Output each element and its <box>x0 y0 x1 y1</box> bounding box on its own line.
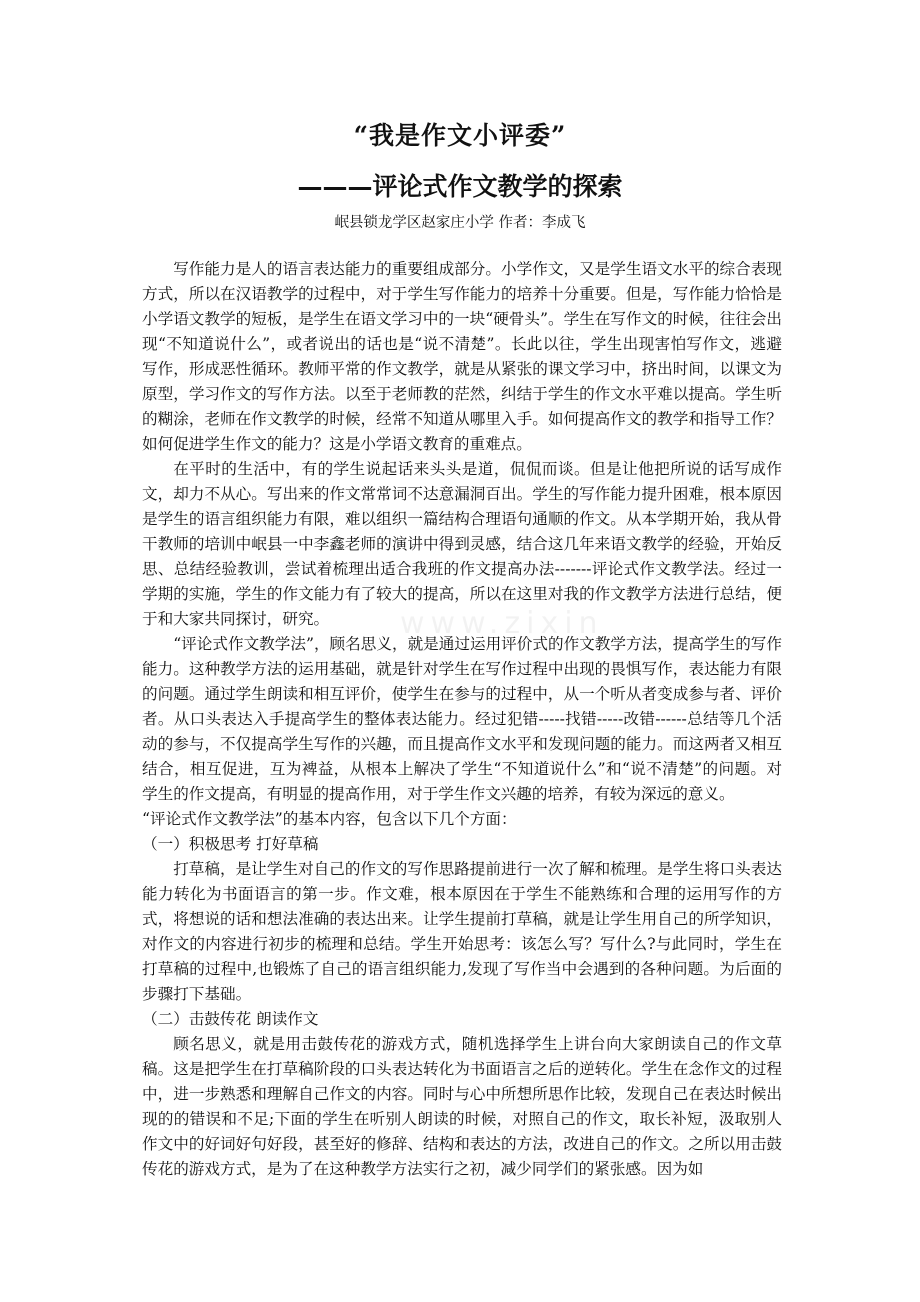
author-line: 岷县锁龙学区赵家庄小学 作者：李成飞 <box>334 215 586 231</box>
paragraph-intro: 写作能力是人的语言表达能力的重要组成部分。小学作文，又是学生语文水平的综合表现方式，所以在汉语教学的过程中，对于学生写作能力的培养十分重要。但是，写作能力恰恰是小学语文教学的短板，是学生在语文学习中的一块“硬骨头”。学生在写作文的时候，往往会出现“不知道说什么”，或者说出的话也是“说不清楚”。长此以往，学生出现害怕写作文，逃避写作，形成恶性循环。教师平常的作文教学，就是从紧张的课文学习中，挤出时间，以课文为原型，学习作文的写作方法。以至于老师教的茫然，纠结于学生的作文水平难以提高。学生听的糊涂，老师在作文教学的时候，经常不知道从哪里入手。如何提高作文的教学和指导工作？如何促进学生作文的能力？这是小学语文教育的重难点。 <box>142 260 782 453</box>
document-body <box>142 257 782 1182</box>
document-subtitle: ———评论式作文教学的探索 <box>297 172 623 201</box>
document-title: “我是作文小评委” <box>353 121 567 150</box>
paragraph-section-1: 打草稿，是让学生对自己的作文的写作思路提前进行一次了解和梳理。是学生将口头表达能力转化为书面语言的第一步。作文难，根本原因在于学生不能熟练和合理的运用写作的方式，将想说的话和想法准确的表达出来。让学生提前打草稿，就是让学生用自己的所学知识，对作文的内容进行初步的梳理和总结。学生开始思考：该怎么写？写什么?与此同时，学生在打草稿的过程中,也锻炼了自己的语言组织能力,发现了写作当中会遇到的各种问题。为后面的步骤打下基础。 <box>142 860 782 1003</box>
section-heading-1: （一）积极思考 打好草稿 <box>142 835 319 853</box>
section-heading-2: （二）击鼓传花 朗读作文 <box>142 1010 319 1028</box>
paragraph-method-definition: “评论式作文教学法”，顾名思义，就是通过运用评价式的作文教学方法，提高学生的写作能力。这种教学方法的运用基础，就是针对学生在写作过程中出现的畏惧写作，表达能力有限的问题。通过学生朗读和相互评价，使学生在参与的过程中，从一个听从者变成参与者、评价者。从口头表达入手提高学生的整体表达能力。经过犯错-----找错-----改错------总结等几个活动的参与，不仅提高学生写作的兴趣，而且提高作文水平和发现问题的能力。而这两者又相互结合，相互促进，互为裨益，从根本上解决了学生“不知道说什么”和“说不清楚”的问题。对学生的作文提高，有明显的提高作用，对于学生作文兴趣的培养，有较为深远的意义。 <box>142 635 782 803</box>
paragraph-background: 在平时的生活中，有的学生说起话来头头是道，侃侃而谈。但是让他把所说的话写成作文，却力不从心。写出来的作文常常词不达意漏洞百出。学生的写作能力提升困难，根本原因是学生的语言组织能力有限，难以组织一篇结构合理语句通顺的作文。从本学期开始，我从骨干教师的培训中岷县一中李鑫老师的演讲中得到灵感，结合这几年来语文教学的经验，开始反思、总结经验教训，尝试着梳理出适合我班的作文提高办法-------评论式作文教学法。经过一学期的实施，学生的作文能力有了较大的提高，所以在这里对我的作文教学方法进行总结，便于和大家共同探讨，研究。 <box>142 460 782 628</box>
paragraph-content-intro: “评论式作文教学法”的基本内容，包含以下几个方面： <box>142 810 517 828</box>
watermark: www.zixin <box>400 606 604 641</box>
paragraph-section-2: 顾名思义，就是用击鼓传花的游戏方式，随机选择学生上讲台向大家朗读自己的作文草稿。这是把学生在打草稿阶段的口头表达转化为书面语言之后的逆转化。学生在念作文的过程中，进一步熟悉和理解自己作文的内容。同时与心中所想所思作比较，发现自己在表达时候出现的的错误和不足;下面的学生在听别人朗读的时候，对照自己的作文，取长补短，汲取别人作文中的好词好句好段，甚至好的修辞、结构和表达的方法，改进自己的作文。之所以用击鼓传花的游戏方式，是为了在这种教学方法实行之初，减少同学们的紧张感。因为如 <box>142 1035 782 1178</box>
